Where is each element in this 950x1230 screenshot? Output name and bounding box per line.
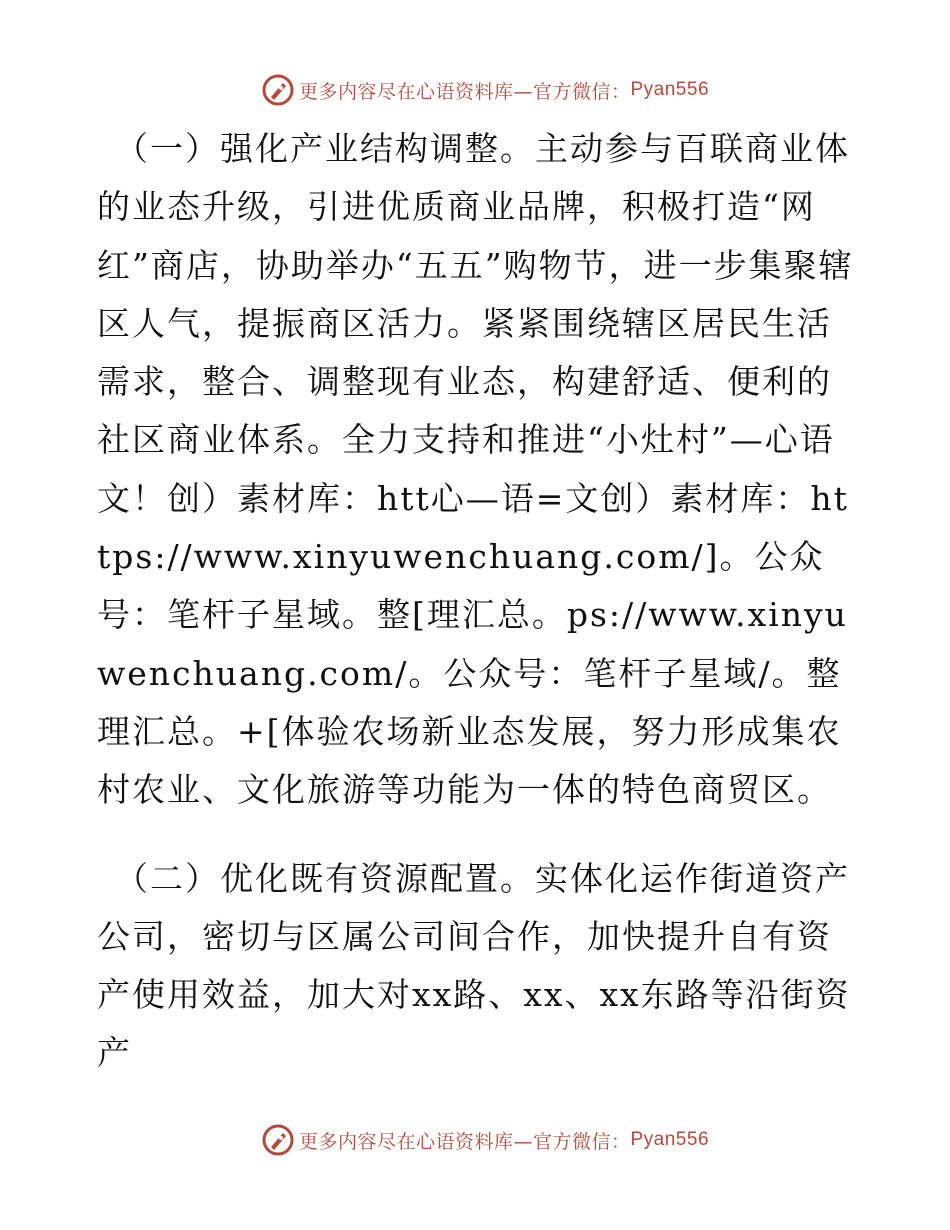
header-banner-text: 更多内容尽在心语资料库—官方微信： [298, 80, 631, 103]
footer-banner [0, 1120, 950, 1160]
pen-nib-logo-icon [261, 73, 295, 107]
document-body [97, 120, 857, 1083]
paragraph-2: （二）优化既有资源配置。实体化运作街道资产公司，密切与区属公司间合作，加快提升自有资产使用效益，加大对xx路、xx、xx东路等沿街资产 [97, 858, 851, 1073]
footer-banner-text: 更多内容尽在心语资料库—官方微信： [298, 1130, 631, 1153]
header-banner-inner [261, 73, 709, 107]
pen-nib-logo-icon [261, 1123, 295, 1157]
paragraph-1: （一）强化产业结构调整。主动参与百联商业体的业态升级，引进优质商业品牌，积极打造“网红”商店，协助举办“五五”购物节，进一步集聚辖区人气，提振商区活力。紧紧围绕辖区居民生活需求，整合、调整现有业态，构建舒适、便利的社区商业体系。全力支持和推进“小灶村”—心语文！创）素材库：htt心—语=文创）素材库：https://www.xinyuwenchuang.com/]。公众号：笔杆子星域。整[理汇总。ps://www.xinyuwenchuang.com/。公众号：笔杆子星域/。整理汇总。+[体验农场新业态发展，努力形成集农村农业、文化旅游等功能为一体的特色商贸区。 [97, 129, 854, 810]
footer-wechat-id: Pyan556 [630, 1129, 710, 1150]
header-wechat-id: Pyan556 [630, 79, 710, 100]
footer-banner-inner [261, 1123, 709, 1157]
header-banner [0, 70, 950, 110]
